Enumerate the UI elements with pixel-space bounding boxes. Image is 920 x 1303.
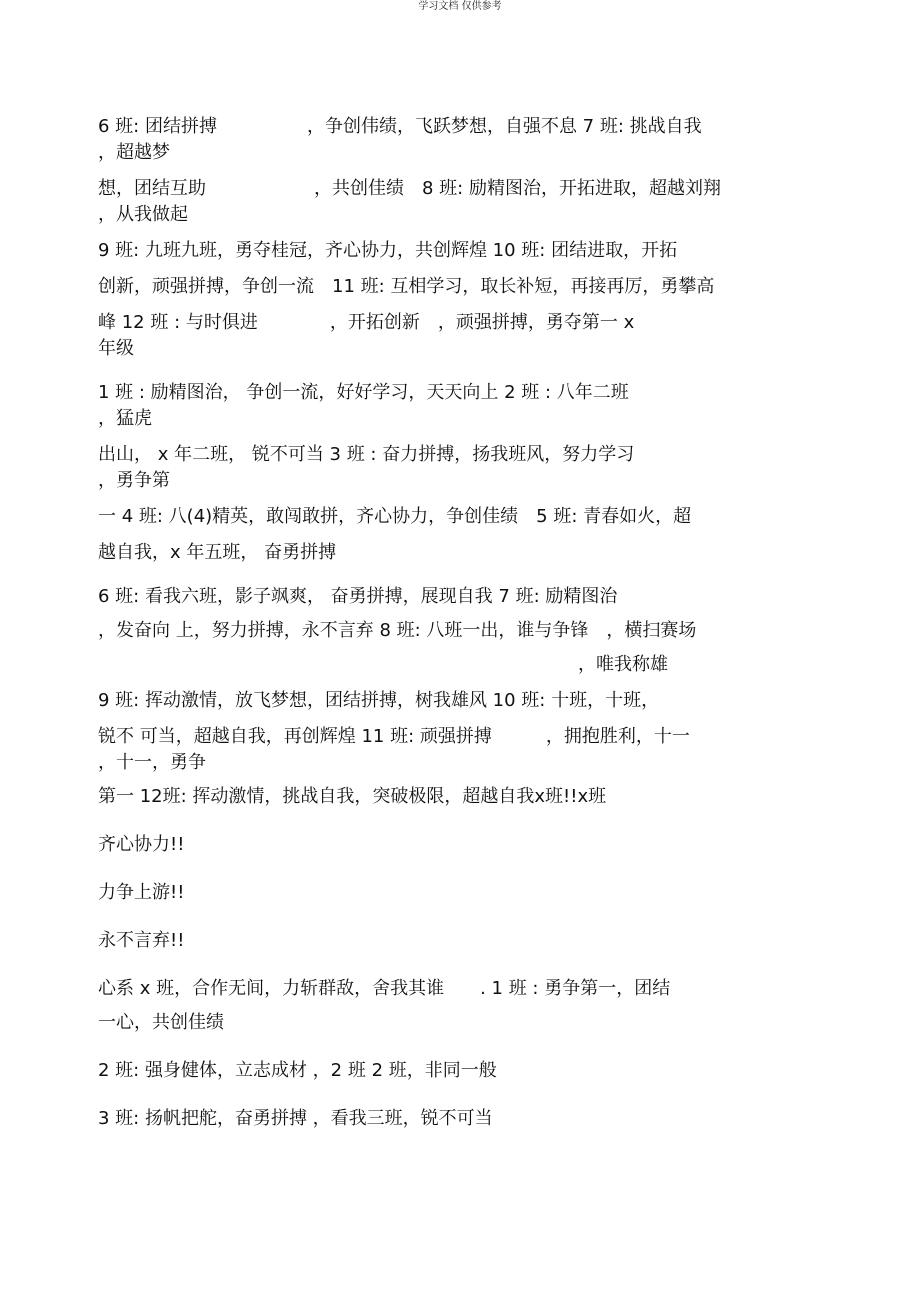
text-line: 1 班 : 励精图治， 争创一流，好好学习，天天向上 2 班 : 八年二班 [98, 382, 629, 403]
text-line: 齐心协力!! [98, 834, 185, 855]
text-line: ，十一，勇争 [98, 752, 206, 773]
text-line: 锐不 可当，超越自我，再创辉煌 11 班: 顽强拼搏 ，拥抱胜利，十一 [98, 726, 690, 747]
text-line: 2 班: 强身健体，立志成材 ，2 班 2 班，非同一般 [98, 1060, 497, 1081]
text-line: 创新，顽强拼搏，争创一流 11 班: 互相学习，取长补短，再接再厉，勇攀高 [98, 276, 715, 297]
text-line: ，超越梦 [98, 142, 170, 163]
text-line: 永不言弃!! [98, 930, 185, 951]
text-line: ，猛虎 [98, 408, 152, 429]
text-line: 越自我，x 年五班， 奋勇拼搏 [98, 542, 337, 563]
text-line: ，唯我称雄 [578, 654, 668, 675]
document-body [98, 114, 798, 1132]
text-line: 9 班: 九班九班，勇夺桂冠，齐心协力，共创辉煌 10 班: 团结进取，开拓 [98, 240, 678, 261]
text-line: ，勇争第 [98, 470, 170, 491]
text-line: 6 班: 看我六班，影子飒爽， 奋勇拼搏，展现自我 7 班: 励精图治 [98, 586, 618, 607]
text-line: 力争上游!! [98, 882, 185, 903]
text-line: 年级 [98, 338, 134, 359]
text-line: 出山， x 年二班， 锐不可当 3 班 : 奋力拼搏，扬我班风，努力学习 [98, 444, 635, 465]
text-line: 9 班: 挥动激情，放飞梦想，团结拼搏，树我雄风 10 班: 十班，十班， [98, 690, 660, 711]
text-line: 3 班: 扬帆把舵，奋勇拼搏 ，看我三班，锐不可当 [98, 1108, 493, 1129]
text-line: 想，团结互助 ，共创佳绩 8 班: 励精图治，开拓进取，超越刘翔 [98, 178, 721, 199]
text-line: 一 4 班: 八(4)精英，敢闯敢拼，齐心协力，争创佳绩 5 班: 青春如火，超 [98, 506, 692, 527]
text-line: 一心，共创佳绩 [98, 1012, 224, 1033]
page-header: 学习文档 仅供参考 [418, 1, 502, 12]
text-line: ，发奋向 上，努力拼搏，永不言弃 8 班: 八班一出，谁与争锋 ，横扫赛场 [98, 620, 697, 641]
text-line: 第一 12班: 挥动激情，挑战自我，突破极限，超越自我x班!!x班 [98, 786, 607, 807]
text-line: ，从我做起 [98, 204, 188, 225]
text-line: 心系 x 班，合作无间，力斩群敌，舍我其谁 . 1 班 : 勇争第一，团结 [98, 978, 671, 999]
text-line: 6 班: 团结拼搏 ，争创伟绩，飞跃梦想，自强不息 7 班: 挑战自我 [98, 116, 702, 137]
text-line: 峰 12 班 : 与时俱进 ，开拓创新 ，顽强拼搏，勇夺第一 x [98, 312, 635, 333]
